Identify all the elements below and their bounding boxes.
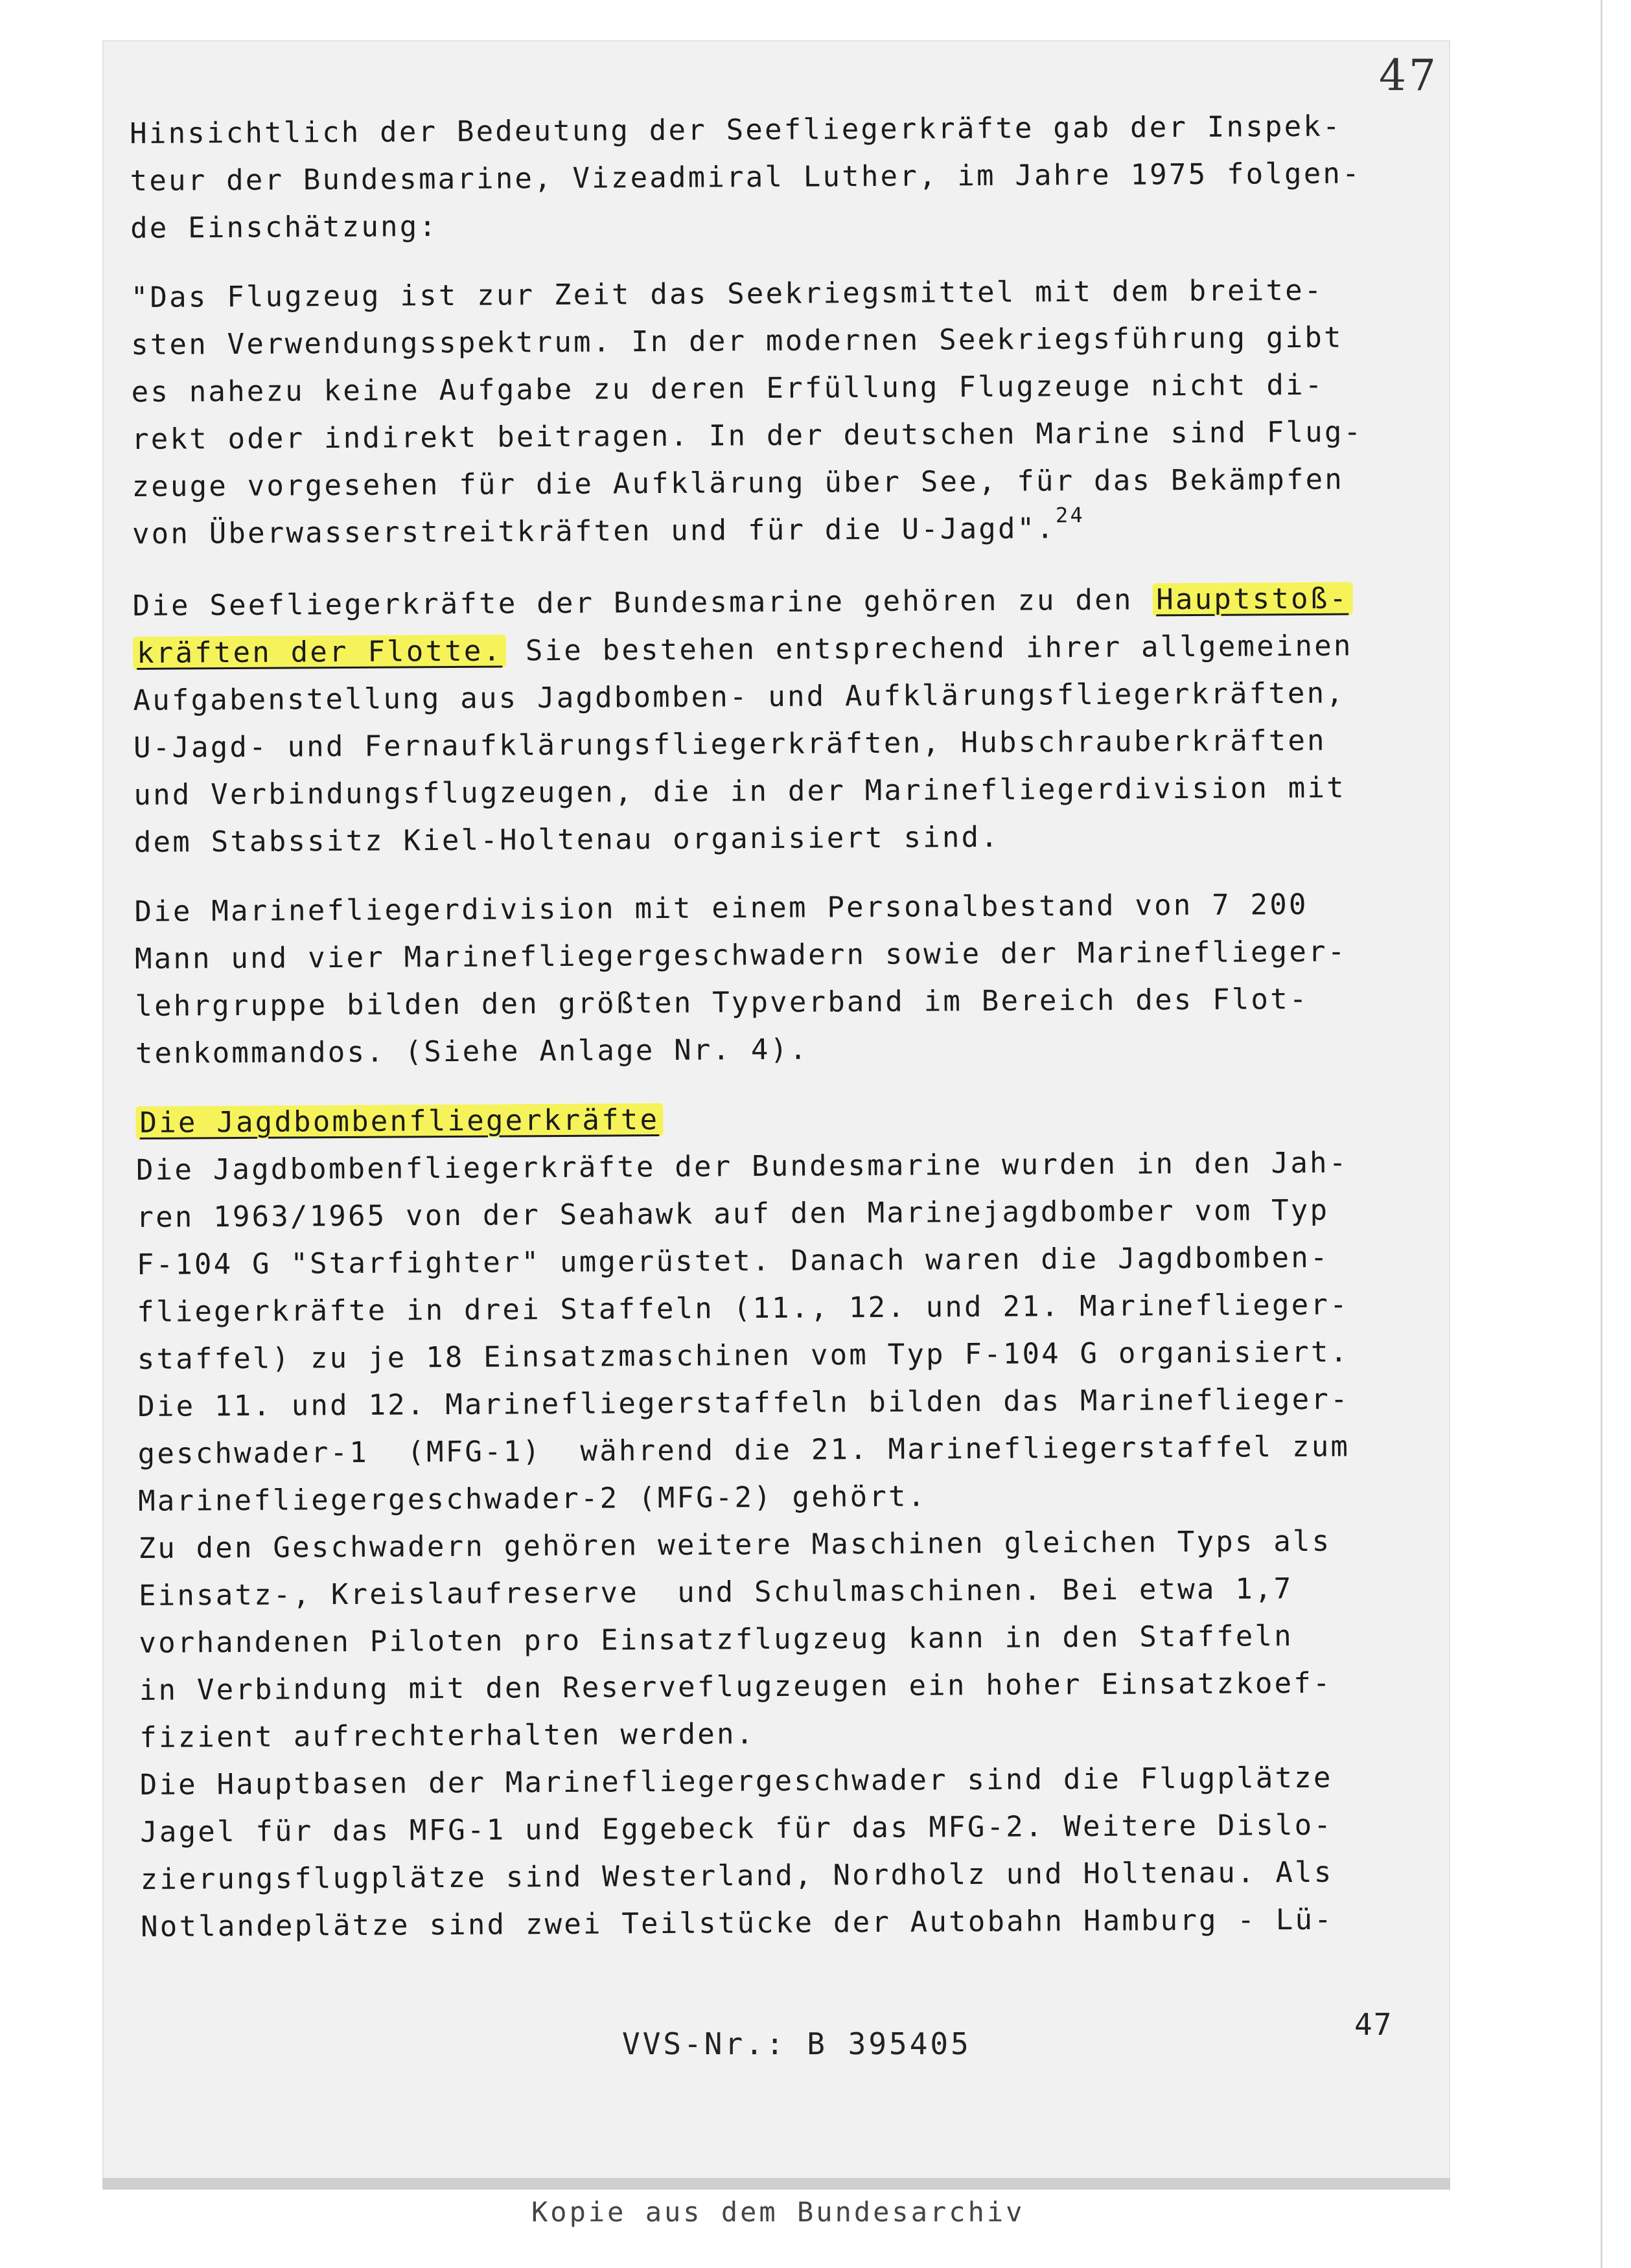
text-line: U-Jagd- und Fernaufklärungsfliegerkräften, Hubschrauberkräften [133,724,1326,764]
text-line: Einsatz-, Kreislaufreserve und Schulmaschinen. Bei etwa 1,7 [138,1572,1293,1612]
text-line: zierungsflugplätze sind Westerland, Nordholz und Holtenau. Als [140,1855,1334,1896]
vvs-number: VVS-Nr.: B 395405 [622,2026,971,2061]
text-line: Die 11. und 12. Marinefliegerstaffeln bilden das Marineflieger- [137,1382,1350,1423]
text-line: vorhandenen Piloten pro Einsatzflugzeug kann in den Staffeln [139,1620,1294,1660]
line-text: Sie bestehen entsprechend ihrer allgemeinen [506,629,1353,668]
paragraph-intro [130,102,1420,252]
quote-last-line: von Überwasserstreitkräften und für die U-Jagd". [132,512,1056,551]
text-line [132,503,1422,560]
text-line: Mann und vier Marinefliegergeschwadern sowie der Marineflieger- [134,935,1347,976]
paragraph-jagdbomben [136,1139,1431,1951]
section-heading-block [135,1092,1425,1147]
text-line: und Verbindungsflugzeugen, die in der Marinefliegerdivision mit [133,771,1347,812]
text-line: lehrgruppe bilden den größten Typverband im Bereich des Flot- [135,982,1309,1023]
document-body [130,102,1431,1973]
text-line: es nahezu keine Aufgabe zu deren Erfüllung Flugzeuge nicht di- [131,368,1324,409]
text-line: ren 1963/1965 von der Seahawk auf den Marinejagdbomber vom Typ [136,1193,1330,1234]
text-line: in Verbindung mit den Reserveflugzeugen ein hoher Einsatzkoef- [139,1666,1332,1707]
footnote-marker: 24 [1055,503,1085,528]
highlighted-heading: Die Jagdbombenfliegerkräfte [135,1103,663,1140]
paragraph-quote [131,266,1422,560]
archive-caption: Kopie aus dem Bundesarchiv [531,2196,1025,2228]
text-line: teur der Bundesmarine, Vizeadmiral Luther, im Jahre 1975 folgen- [130,157,1361,198]
text-line: Die Jagdbombenfliegerkräfte der Bundesmarine wurden in den Jah- [135,1146,1348,1187]
text-line: Aufgabenstellung aus Jagdbomben- und Aufklärungsfliegerkräften, [133,676,1346,717]
text-line: staffel) zu je 18 Einsatzmaschinen vom Typ F-104 G organisiert. [137,1335,1350,1376]
line-text: Die Seefliegerkräfte der Bundesmarine gehören zu den [132,583,1153,623]
text-line: Notlandeplätze sind zwei Teilstücke der Autobahn Hamburg - Lü- [140,1903,1334,1943]
text-line: geschwader-1 (MFG-1) während die 21. Marinefliegerstaffel zum [137,1430,1350,1471]
sheet-bottom-edge [102,2178,1450,2190]
paragraph-seeflieger [132,575,1424,866]
text-line: de Einschätzung: [130,210,439,245]
text-line: zeuge vorgesehen für die Aufklärung über See, für das Bekämpfen [132,463,1345,503]
highlighted-text: kräften der Flotte. [133,634,506,670]
section-heading [135,1092,1425,1147]
text-line: dem Stabssitz Kiel-Holtenau organisiert sind. [133,820,1001,859]
footer-page-number: 47 [1354,2007,1393,2042]
text-line [132,575,1422,630]
text-line: Marinefliegergeschwader-2 (MFG-2) gehört. [137,1480,927,1518]
scan-edge-line [1601,0,1602,2268]
text-line: rekt oder indirekt beitragen. In der deutschen Marine sind Flug- [131,415,1363,456]
text-line: "Das Flugzeug ist zur Zeit das Seekriegsmittel mit dem breite- [130,273,1324,314]
text-line: F-104 G "Starfighter" umgerüstet. Danach waren die Jagdbomben- [136,1241,1330,1281]
text-line: Die Marinefliegerdivision mit einem Personalbestand von 7 200 [134,888,1308,928]
text-line: Hinsichtlich der Bedeutung der Seefliegerkräfte gab der Inspek- [130,109,1342,150]
text-line: Jagel für das MFG-1 und Eggebeck für das MFG-2. Weitere Dislo- [140,1808,1334,1849]
text-line [133,622,1422,677]
text-line: Die Hauptbasen der Marinefliegergeschwader sind die Flugplätze [139,1761,1333,1802]
text-line: fliegerkräfte in drei Staffeln (11., 12. und 21. Marineflieger- [137,1288,1349,1329]
text-line: tenkommandos. (Siehe Anlage Nr. 4). [135,1033,809,1070]
text-line: Zu den Geschwadern gehören weitere Maschinen gleichen Typs als [138,1524,1332,1565]
handwritten-page-number: 47 [1379,51,1439,100]
text-line: sten Verwendungsspektrum. In der modernen Seekriegsführung gibt [131,321,1343,361]
text-line: fizient aufrechterhalten werden. [139,1717,756,1754]
paragraph-division [134,880,1425,1077]
highlighted-text: Hauptstoß- [1152,582,1352,616]
